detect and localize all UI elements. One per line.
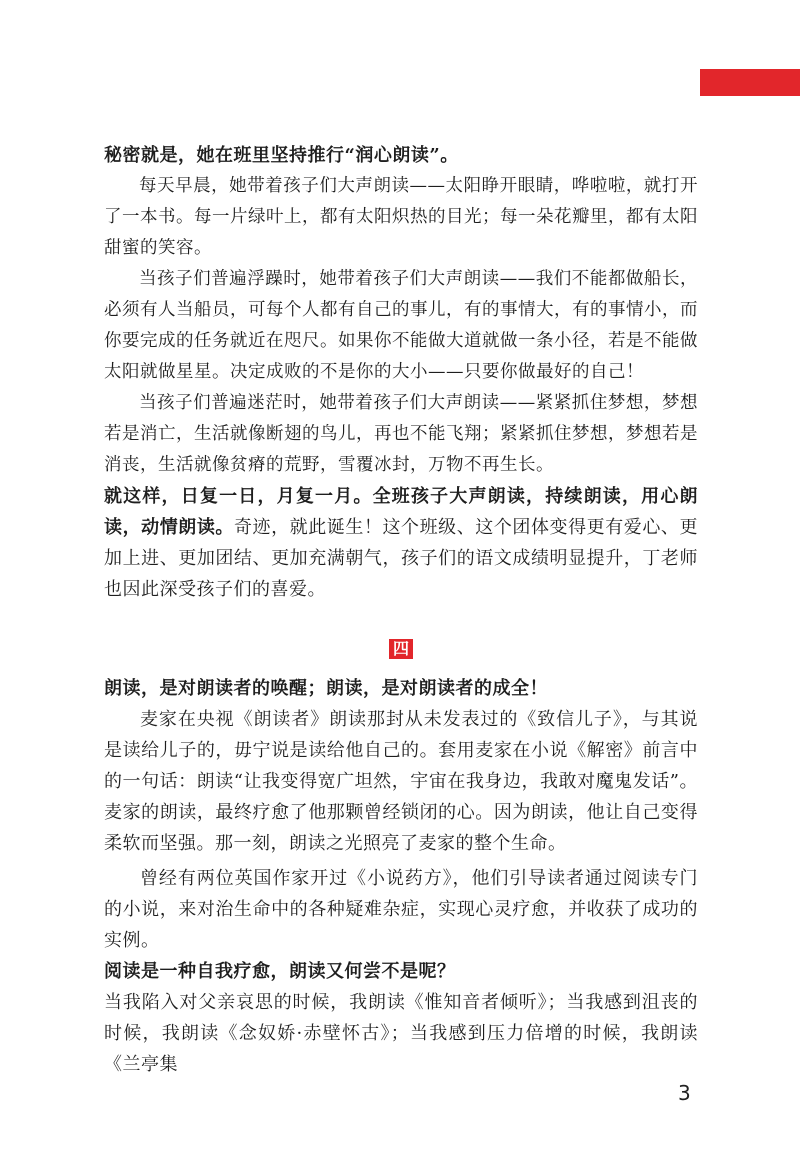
paragraph-secret: 秘密就是，她在班里坚持推行“润心朗读”。 xyxy=(104,145,459,166)
paragraph-maijia: 麦家在央视《朗读者》朗读那封从未发表过的《致信儿子》，与其说是读给儿子的，毋宁说是读给他自己的。套用麦家在小说《解密》前言中的一句话：朗读“让我变得宽广坦然，宇宙在我身边，我敢对魔鬼发话”。麦家的朗读，最终疗愈了他那颗曾经锁闭的心。因为朗读，他让自己变得柔软而坚强。那一刻，朗读之光照亮了麦家的整个生命。 xyxy=(104,709,698,854)
paragraph-miracle: 奇迹，就此诞生！这个班级、这个团体变得更有爱心、更加上进、更加团结、更加充满朝气，孩子们的语文成绩明显提升，丁老师也因此深受孩子们的喜爱。 xyxy=(104,517,698,600)
section-number-badge: 四 xyxy=(389,639,413,659)
paragraph-restless: 当孩子们普遍浮躁时，她带着孩子们大声朗读——我们不能都做船长，必须有人当船员，可每个人都有自己的事儿，有的事情大，有的事情小，而你要完成的任务就近在咫尺。如果你不能做大道就做一条小径，若是不能做太阳就做星星。决定成败的不是你的大小——只要你做最好的自己！ xyxy=(104,269,698,382)
paragraph-reading-awakening: 朗读，是对朗读者的唤醒；朗读，是对朗读者的成全！ xyxy=(104,678,548,699)
paragraph-confused: 当孩子们普遍迷茫时，她带着孩子们大声朗读——紧紧抓住梦想，梦想若是消亡，生活就像断翅的鸟儿，再也不能飞翔；紧紧抓住梦想，梦想若是消丧，生活就像贫瘠的荒野，雪覆冰封，万物不再生长。 xyxy=(104,393,698,475)
section-heading xyxy=(104,639,698,659)
paragraph-morning: 每天早晨，她带着孩子们大声朗读——太阳睁开眼睛，哗啦啦，就打开了一本书。每一片绿叶上，都有太阳炽热的目光；每一朵花瓣里，都有太阳甜蜜的笑容。 xyxy=(104,176,698,258)
page-number: 3 xyxy=(678,1081,691,1105)
paragraph-self-healing: 阅读是一种自我疗愈，朗读又何尝不是呢？ xyxy=(104,961,456,982)
paragraph-day-after-day: 就这样，日复一日，月复一月。全班孩子大声朗读，持续朗读，用心朗读，动情朗读。 xyxy=(104,486,698,538)
page-body xyxy=(104,140,698,1080)
paragraph-novel-prescription: 曾经有两位英国作家开过《小说药方》，他们引导读者通过阅读专门的小说，来对治生命中的各种疑难杂症，实现心灵疗愈，并收获了成功的实例。 xyxy=(104,868,698,951)
chapter-tab-marker xyxy=(700,69,800,96)
paragraph-personal-reading: 当我陷入对父亲哀思的时候，我朗读《惟知音者倾听》；当我感到沮丧的时候，我朗读《念奴娇·赤壁怀古》；当我感到压力倍增的时候，我朗读《兰亭集 xyxy=(104,992,698,1075)
